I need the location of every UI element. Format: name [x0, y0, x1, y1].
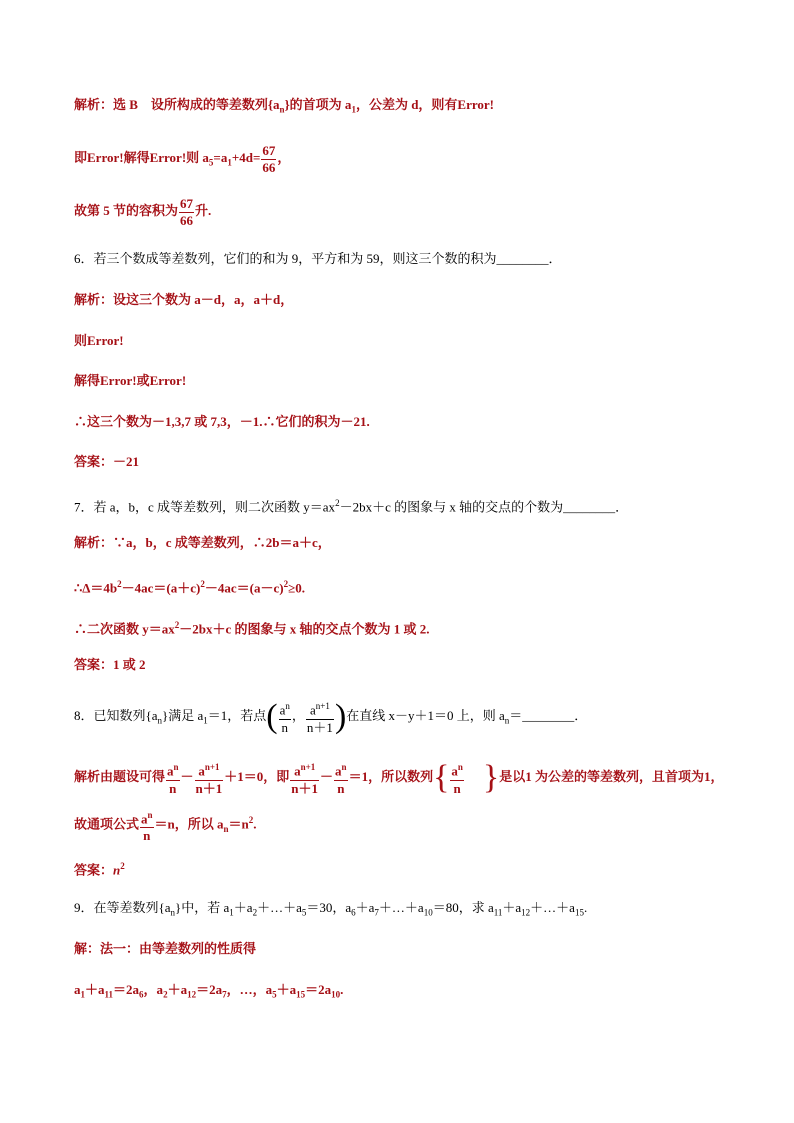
q6-analysis-1: 解析：设这三个数为 a－d，a，a＋d， [74, 292, 294, 307]
right-brace: } [482, 759, 500, 797]
q6-answer: 答案：－21 [74, 454, 140, 469]
q7-analysis-2: $\therefore\Delta=4b^2-4ac=(a+c)^2-4ac=(a-c)^2\ge 0$. [74, 579, 305, 596]
fraction-an1-n1: $\frac{a^{n+1}}{n+1}$ [195, 759, 224, 796]
q8-analysis-2: 故通项公式 $\frac{a^n}{n}$ ＝n，所以 $a_n=n^2$. [74, 802, 754, 847]
fraction-67-66: $\frac{67}{66}$ [262, 142, 276, 175]
analysis5-line3: 故第 5 节的容积为 $\frac{67}{66}$ 升. [74, 195, 212, 228]
q7-analysis-1: 解析：∵a，b，c 成等差数列，∴2b＝a＋c， [74, 535, 331, 550]
q6-analysis-2: 则Error! [74, 333, 124, 348]
left-paren: ( [266, 698, 278, 736]
question-6: 6．若三个数成等差数列，它们的和为 9，平方和为 59，则这三个数的积为________． [74, 251, 562, 266]
q7-answer: 答案：1 或 2 [74, 657, 146, 672]
fraction-an1-n1-b: $\frac{a^{n+1}}{n+1}$ [290, 759, 319, 796]
q7-analysis-3: ∴二次函数 $y=ax^2-2bx+c$ 的图象与 x 轴的交点个数为 1 或 2. [74, 620, 430, 637]
q8-answer: 答案：$n^2$ [74, 861, 125, 878]
left-brace: { [433, 759, 450, 797]
fraction-an-n-d: $\frac{a^n}{n}$ [140, 807, 154, 844]
right-paren: ) [334, 698, 347, 736]
question-9: 9．在等差数列$\{a_n\}$中，若 $a_1+a_2+\dots+a_5=30$，$a_6+a_7+\dots+a_{10}=80$，求 $a_{11}+a_{12}+\dots+a_{15}$. [74, 900, 588, 918]
q6-analysis-3: 解得Error!或Error! [74, 373, 187, 388]
fraction-an-n: $\frac{a^n}{n}$ [166, 759, 180, 796]
fraction-an-n-b: $\frac{a^n}{n}$ [334, 759, 348, 796]
q8-analysis-1: 解析由题设可得 $\frac{a^n}{n}$ － $\frac{a^{n+1}}{n+1}$ ＋1＝0，即 $\frac{a^{n+1}}{n+1}$ － $\frac{a^n}{n}$ ＝1，所以数列{ $\frac{a^n}{n}$ }是以1 为公差的等差数列，且首项为1， [74, 759, 724, 797]
analysis5-line1: 解析：选 B 设所构成的等差数列$\{a_n\}$的首项为 $a_1$，公差为 d，则有Error! [74, 97, 494, 115]
fraction-an1-over-n1: $\frac{a^{n+1}}{n+1}$ [306, 698, 334, 735]
question-7: 7．若 a，b，c 成等差数列，则二次函数 $y=ax^2-2bx+c$ 的图象与 x 轴的交点的个数为________． [74, 498, 629, 515]
fraction-an-over-n: $\frac{a^n}{n}$ [279, 698, 291, 735]
fraction-67-66-b: $\frac{67}{66}$ [180, 195, 194, 228]
fraction-an-n-c: $\frac{a^n}{n}$ [450, 759, 464, 796]
question-8: 8．已知数列$\{a_n\}$满足 $a_1=1$，若点( $\frac{a^n}{n}$ ， $\frac{a^{n+1}}{n+1}$ )在直线 x－y＋1＝0 上，则 $a_n=\_\_\_\_\_\_\_\_$． [74, 698, 588, 736]
q9-solution-1: 解：法一：由等差数列的性质得 [74, 941, 257, 956]
q6-analysis-4: ∴这三个数为－1,3,7 或 7,3，－1.∴它们的积为－21. [74, 414, 370, 429]
analysis5-line2: 即Error!解得Error!则 $a_5=a_1+4d=$ $\frac{67}{66}$ ， [74, 142, 291, 175]
q9-solution-2: $a_1+a_{11}=2a_6$，$a_2+a_{12}=2a_7$，…，$a_5+a_{15}=2a_{10}$. [74, 982, 344, 1000]
